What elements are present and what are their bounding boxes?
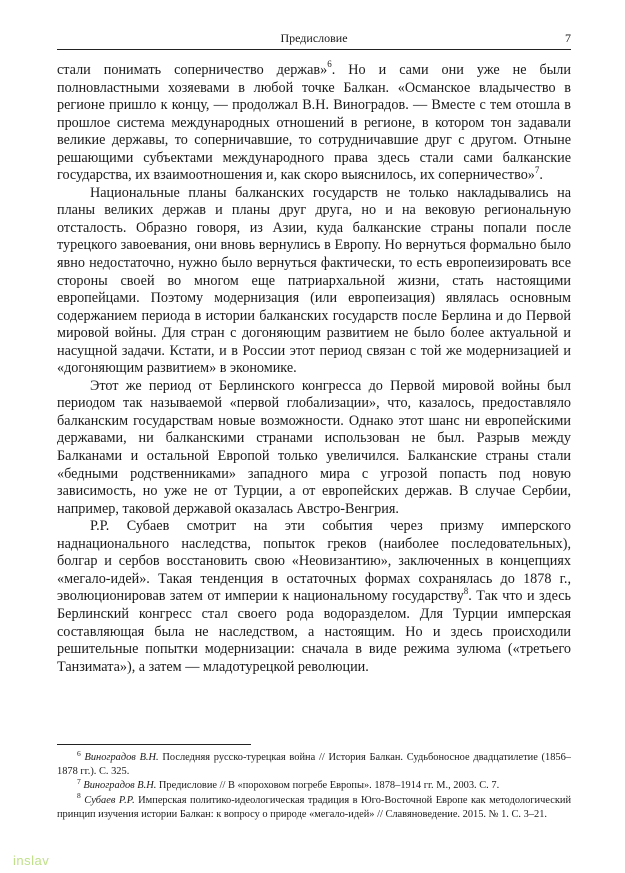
footnote-text: Имперская политико-идеологическая традиция в Юго-Восточной Европе как методологический принцип изучения истории Балкан: к вопросу о природе «мегало-идей» // Славяноведение. 2015. № 1. С. 3–21.: [57, 794, 571, 820]
paragraph-text: . Так что и здесь Берлинский конгресс стал своего рода водоразделом. Для Турции имперская составляющая была не наследством, а настоящим. Но и здесь происходили решительные попытки модернизации: сначала в виде режима зулюма («третьего Танзимата»), а затем — младотурецкой революции.: [57, 588, 571, 675]
watermark-logo: inslav: [13, 853, 50, 868]
body-text: [57, 59, 571, 676]
paragraph-text: . Но и сами они уже не были полновластными хозяевами в любой точке Балкан. «Османское владычество в регионе пришло к концу, — продолжал В.Н. Виноградов. — Вместе с тем отошла в прошлое система международных отношений в регионе, в котором тон задавали великие державы, то соперничавшие, то сотрудничавшие друг с другом. Отныне решающими субъектами международного права здесь стали сами балканские государства, их взаимоотношения и, как скоро выяснилось, их соперничество»: [57, 62, 571, 184]
footnote-reference: 6: [327, 59, 332, 70]
footnote-reference: 8: [463, 585, 469, 596]
body-paragraph: [57, 59, 571, 185]
running-header-title: Предисловие: [280, 31, 348, 45]
footnote-author: Виноградов В.Н.: [83, 780, 157, 792]
footnote-author: Виноградов В.Н.: [84, 752, 159, 763]
footnote: [57, 776, 571, 793]
footnote: [57, 748, 571, 779]
body-paragraph: [57, 518, 571, 676]
footnote-mark: 7: [77, 776, 81, 786]
footnote-text: Предисловие // В «пороховом погребе Европы». 1878–1914 гг. М., 2003. С. 7.: [156, 780, 500, 792]
paragraph-text: .: [539, 167, 543, 184]
header-rule: [57, 49, 571, 50]
footnote-mark: 8: [77, 791, 81, 801]
footnote-reference: 7: [534, 164, 540, 175]
paragraph-text: Национальные планы балканских государств не только накладывались на планы великих держав и планы друг друга, но и на вековую региональную отсталость. Образно говоря, из Азии, куда балканские страны попали после турецкого завоевания, они вновь вернулись в Европу. Но вернуться формально было явно недостаточно, нужно было вернуться фактически, то есть европеизировать все стороны своей во многом еще патриархальной жизни, стать настоящими европейцами. Поэтому модернизация (или европеизация) являлась основным содержанием периода в истории балканских государств после Берлина и до Первой мировой войны. Для стран с догоняющим развитием не было более актуальной и насущной задачи. Кстати, и в России этот период связан с той же модернизацией и «догоняющим развитием» в экономике.: [57, 184, 571, 377]
paragraph-text: стали понимать соперничество держав»: [57, 62, 328, 78]
running-header: [57, 31, 571, 49]
footnote-text: Последняя русско-турецкая война // История Балкан. Судьбоносное двадцатилетие (1856–1878 гг.). С. 325.: [57, 752, 571, 778]
footnote-author: Субаев Р.Р.: [84, 794, 135, 806]
paragraph-text: Этот же период от Берлинского конгресса до Первой мировой войны был периодом так называемой «первой глобализации», что, казалось, предоставляло балканским государствам новые возможности. Однако этот шанс ни европейскими державами, ни балканскими странами использован не был. Разрыв между Балканами и остальной Европой только увеличился. Балканские страны стали «бедными родственниками» западного мира с угрозой попасть под новую зависимость, но уже не от Турции, а от европейских держав. В случае Сербии, например, таковой державой оказалась Австро-Венгрия.: [57, 377, 571, 517]
footnote-mark: 6: [77, 748, 81, 758]
paragraph-text: Р.Р. Субаев смотрит на эти события через призму имперского наднационального наследства, попыток греков (наиболее последовательных), болгар и сербов восстановить свою «Неовизантию», заключенных в концепциях «мегало-идей». Такая тенденция в остаточных формах сохранялась до 1878 г., эволюционировав затем от империи к национальному государству: [57, 518, 571, 605]
footnotes: [57, 748, 571, 822]
footnote-rule: [57, 744, 251, 745]
footnote: [57, 791, 571, 822]
body-paragraph: [57, 378, 571, 518]
body-paragraph: [57, 185, 571, 378]
page-number: 7: [565, 31, 571, 45]
